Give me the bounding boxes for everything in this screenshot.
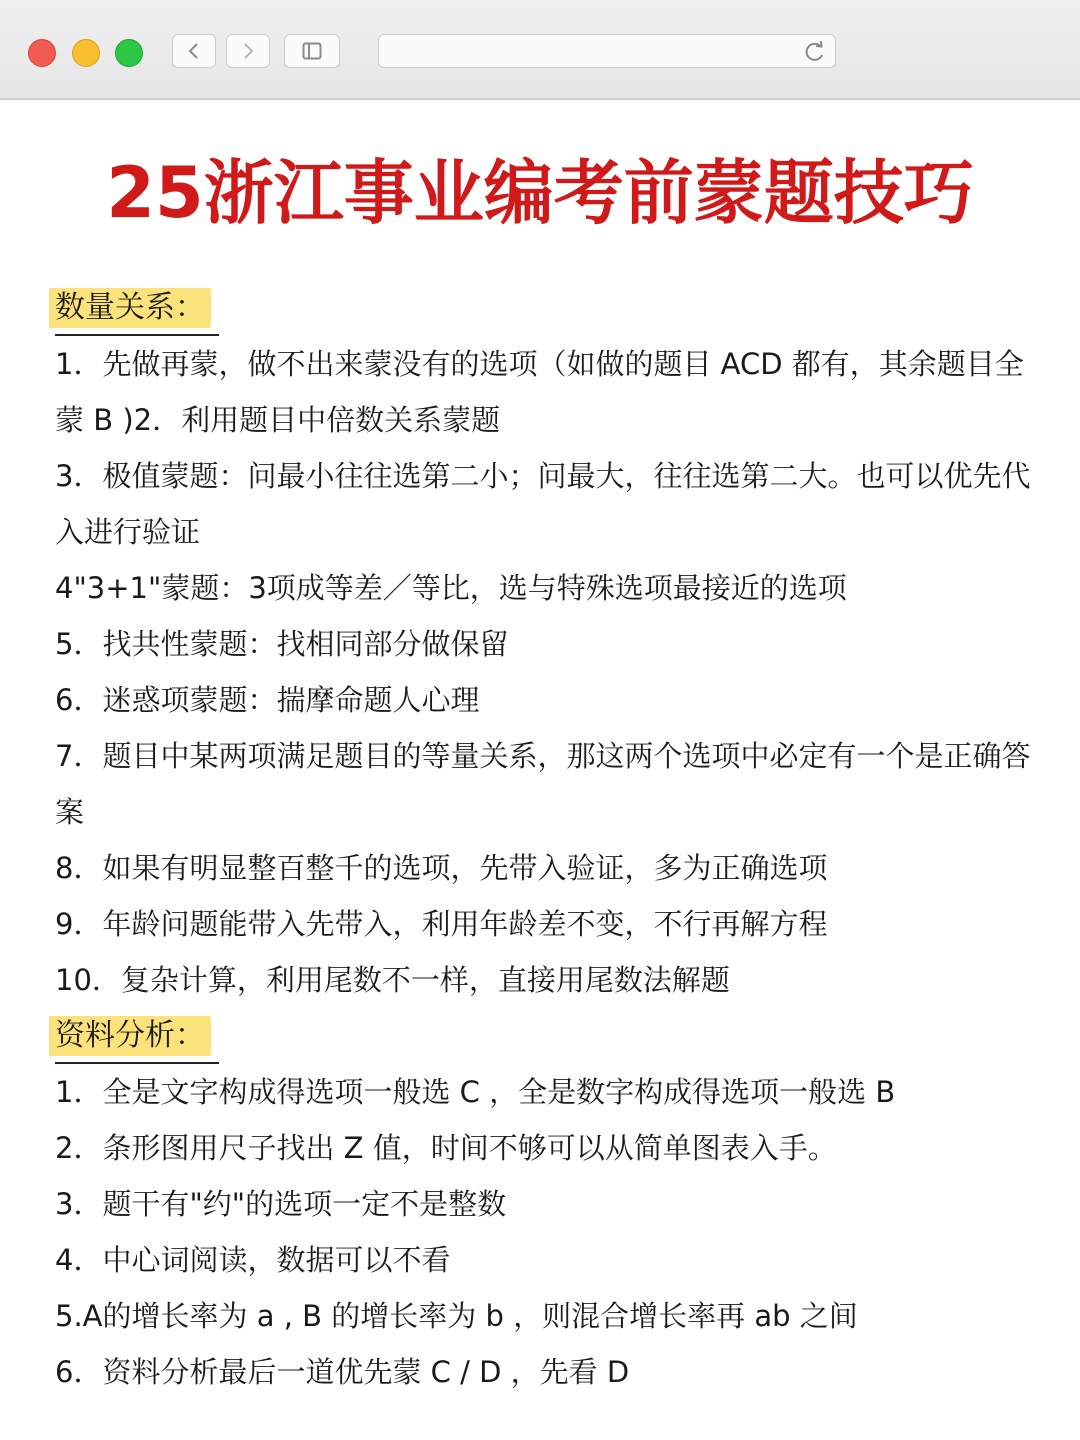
- chevron-right-icon: [241, 41, 255, 61]
- section-data-analysis: [55, 1008, 1035, 1064]
- section-heading: 数量关系：: [55, 280, 219, 336]
- zoom-window-button[interactable]: [115, 39, 143, 67]
- list-item: 9．年龄问题能带入先带入，利用年龄差不变，不行再解方程: [55, 907, 828, 941]
- article-body: [55, 280, 1035, 1400]
- list-item: 5.A的增长率为 a , B 的增长率为 b ，则混合增长率再 ab 之间: [55, 1299, 858, 1333]
- forward-button[interactable]: [226, 34, 270, 68]
- list-item: 10．复杂计算，利用尾数不一样，直接用尾数法解题: [55, 963, 730, 997]
- list-item: 4"3+1"蒙题：3项成等差／等比，选与特殊选项最接近的选项: [55, 571, 847, 605]
- list-item: 3．极值蒙题：问最小往往选第二小；问最大，往往选第二大。也可以优先代入进行验证: [55, 459, 1031, 549]
- list-item: 1．全是文字构成得选项一般选 C ，全是数字构成得选项一般选 B: [55, 1075, 896, 1109]
- browser-toolbar: [0, 0, 1080, 100]
- sidebar-icon: [302, 42, 322, 60]
- address-bar[interactable]: [378, 34, 836, 68]
- minimize-window-button[interactable]: [72, 39, 100, 67]
- list-item: 6．迷惑项蒙题：揣摩命题人心理: [55, 683, 480, 717]
- tips-list-data-analysis: [55, 1064, 1035, 1400]
- sidebar-toggle-button[interactable]: [284, 34, 340, 68]
- section-quantity-relations: [55, 280, 1035, 336]
- reload-icon[interactable]: [803, 40, 827, 64]
- tips-list-quantity: [55, 336, 1035, 1008]
- list-item: 4．中心词阅读，数据可以不看: [55, 1243, 451, 1277]
- list-item: 7．题目中某两项满足题目的等量关系，那这两个选项中必定有一个是正确答案: [55, 739, 1031, 829]
- close-window-button[interactable]: [28, 39, 56, 67]
- back-button[interactable]: [172, 34, 216, 68]
- list-item: 3．题干有"约"的选项一定不是整数: [55, 1187, 507, 1221]
- chevron-left-icon: [187, 41, 201, 61]
- list-item: 8．如果有明显整百整千的选项，先带入验证，多为正确选项: [55, 851, 828, 885]
- list-item: 2．条形图用尺子找出 Z 值，时间不够可以从简单图表入手。: [55, 1131, 837, 1165]
- page-title: 25浙江事业编考前蒙题技巧: [106, 152, 974, 234]
- list-item: 5．找共性蒙题：找相同部分做保留: [55, 627, 509, 661]
- list-item: 1．先做再蒙，做不出来蒙没有的选项（如做的题目 ACD 都有，其余题目全蒙 B )2．利用题目中倍数关系蒙题: [55, 347, 1024, 437]
- list-item: 6．资料分析最后一道优先蒙 C / D ，先看 D: [55, 1355, 630, 1389]
- section-heading: 资料分析：: [55, 1008, 219, 1064]
